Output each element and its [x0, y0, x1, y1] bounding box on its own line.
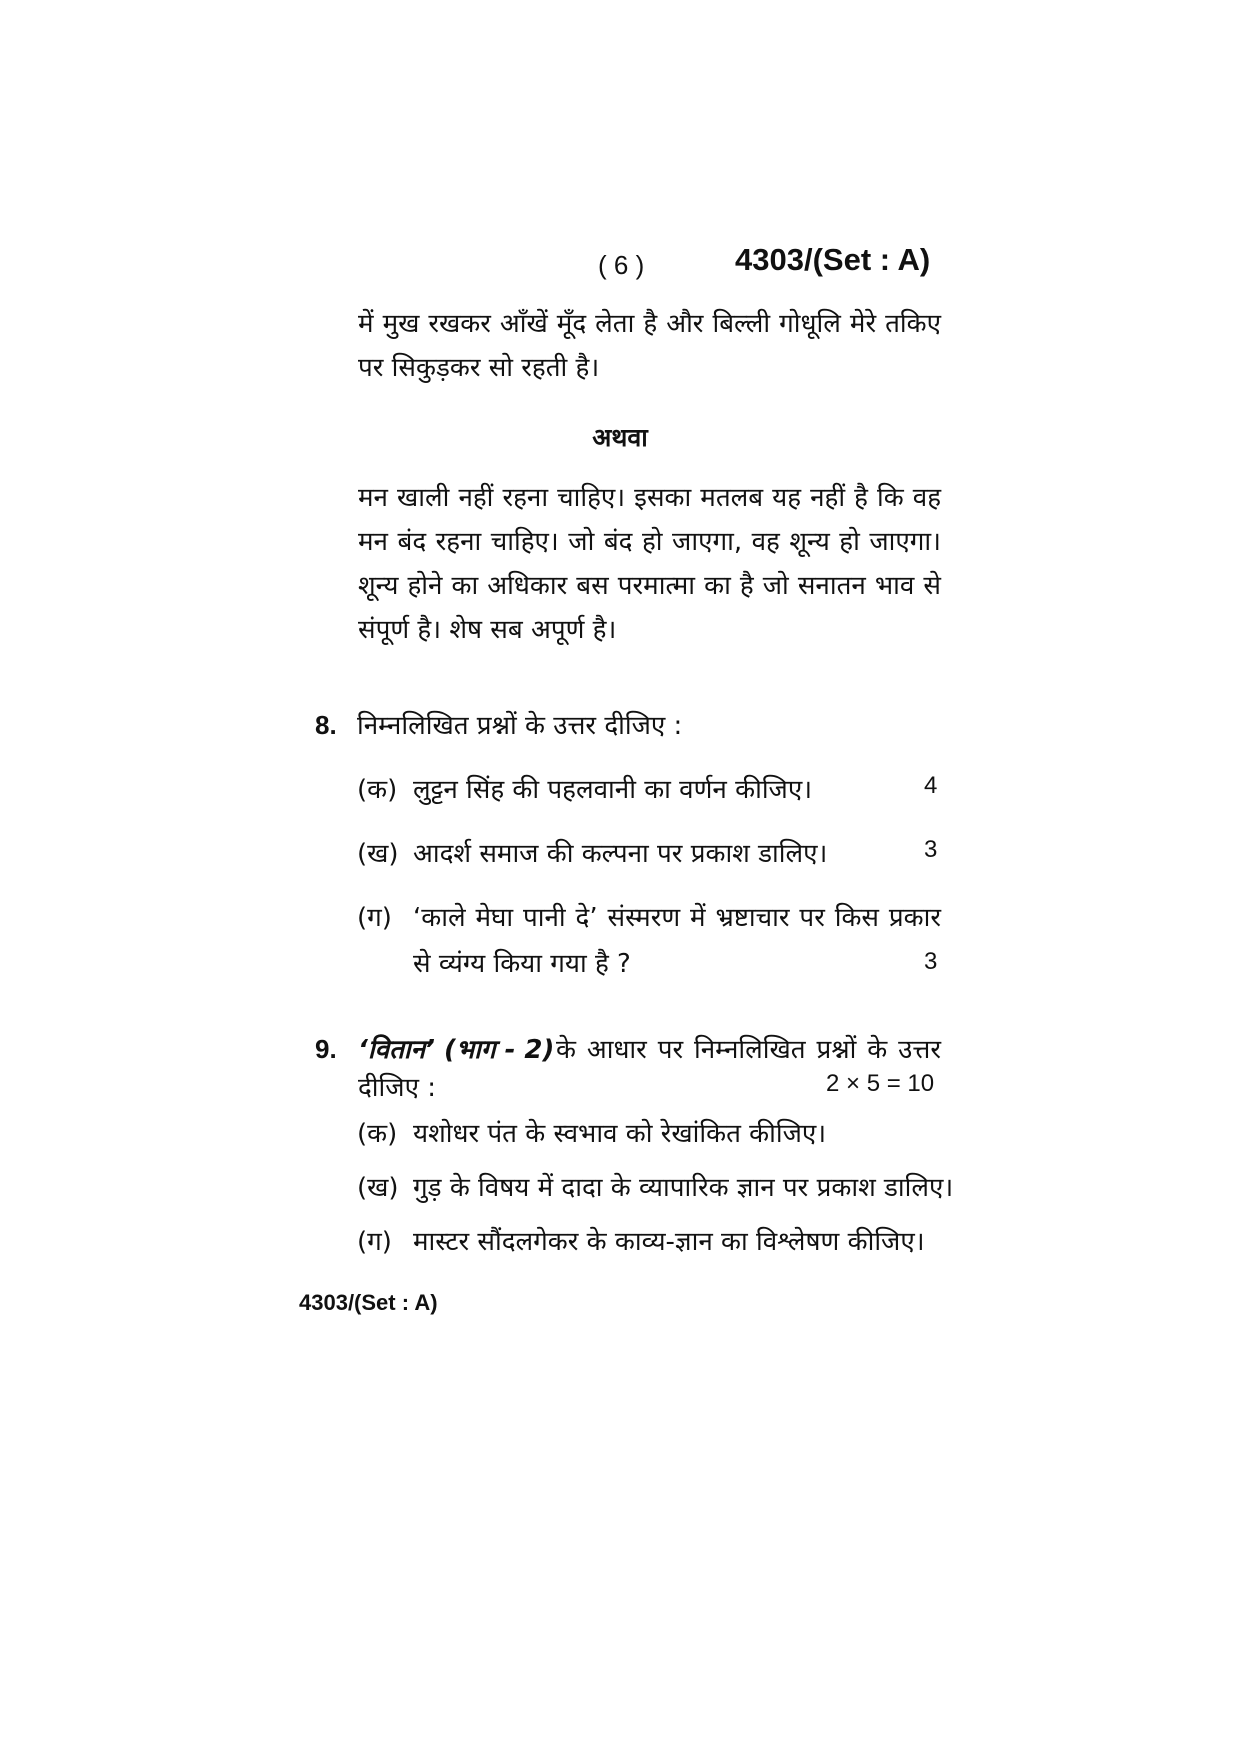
q9-sub-text: गुड़ के विषय में दादा के व्यापारिक ज्ञान पर प्रकाश डालिए। — [413, 1173, 954, 1203]
question-8-prompt: निम्नलिखित प्रश्नों के उत्तर दीजिए : — [357, 711, 683, 741]
q9-sub-label: (ग) — [357, 1227, 392, 1257]
q8-sub-text: ‘काले मेघा पानी दे’ संस्मरण में भ्रष्टाचार पर किस प्रकार — [413, 903, 941, 933]
q8-sub-marks: 3 — [924, 948, 938, 975]
passage-1 — [358, 302, 941, 390]
q8-sub-marks: 3 — [924, 836, 938, 863]
passage-2-line: मन खाली नहीं रहना चाहिए। इसका मतलब यह नहीं है कि वह — [358, 483, 941, 513]
passage-1-line: में मुख रखकर आँखें मूँद लेता है और बिल्ली गोधूलि मेरे तकिए — [358, 309, 941, 339]
question-9-book-title: ‘वितान’ (भाग - 2) — [358, 1035, 555, 1065]
q8-sub-label: (क) — [357, 775, 398, 805]
q8-sub-label: (ख) — [357, 839, 399, 869]
q9-sub-text: यशोधर पंत के स्वभाव को रेखांकित कीजिए। — [413, 1119, 827, 1149]
question-9-number: 9. — [315, 1034, 337, 1064]
q8-sub-marks: 4 — [924, 772, 938, 799]
q8-sub-text-cont: से व्यंग्य किया गया है ? — [413, 949, 631, 979]
q8-sub-text: लुट्टन सिंह की पहलवानी का वर्णन कीजिए। — [413, 775, 813, 805]
paper-code-header: 4303/(Set : A) — [735, 242, 931, 277]
passage-2-line: मन बंद रहना चाहिए। जो बंद हो जाएगा, वह शून्य हो जाएगा। — [358, 527, 941, 557]
q9-sub-text: मास्टर सौंदलगेकर के काव्य-ज्ञान का विश्लेषण कीजिए। — [413, 1227, 925, 1257]
passage-1-line: पर सिकुड़कर सो रहती है। — [358, 353, 600, 383]
or-heading: अथवा — [592, 423, 648, 452]
passage-2-line: संपूर्ण है। शेष सब अपूर्ण है। — [358, 615, 617, 645]
question-8-number: 8. — [315, 710, 337, 740]
paper-code-footer: 4303/(Set : A) — [299, 1290, 438, 1315]
q8-sub-label: (ग) — [357, 903, 392, 933]
q9-sub-label: (ख) — [357, 1173, 399, 1203]
passage-2 — [358, 476, 941, 652]
page-number: ( 6 ) — [598, 250, 645, 280]
question-9-marks: 2 × 5 = 10 — [826, 1070, 935, 1097]
q9-sub-label: (क) — [357, 1119, 398, 1149]
passage-2-line: शून्य होने का अधिकार बस परमात्मा का है जो सनातन भाव से — [358, 571, 941, 601]
question-9-prompt: के आधार पर निम्नलिखित प्रश्नों के उत्तर — [556, 1035, 941, 1065]
question-9-prompt-cont: दीजिए : — [358, 1073, 436, 1103]
q8-sub-text: आदर्श समाज की कल्पना पर प्रकाश डालिए। — [413, 839, 828, 869]
